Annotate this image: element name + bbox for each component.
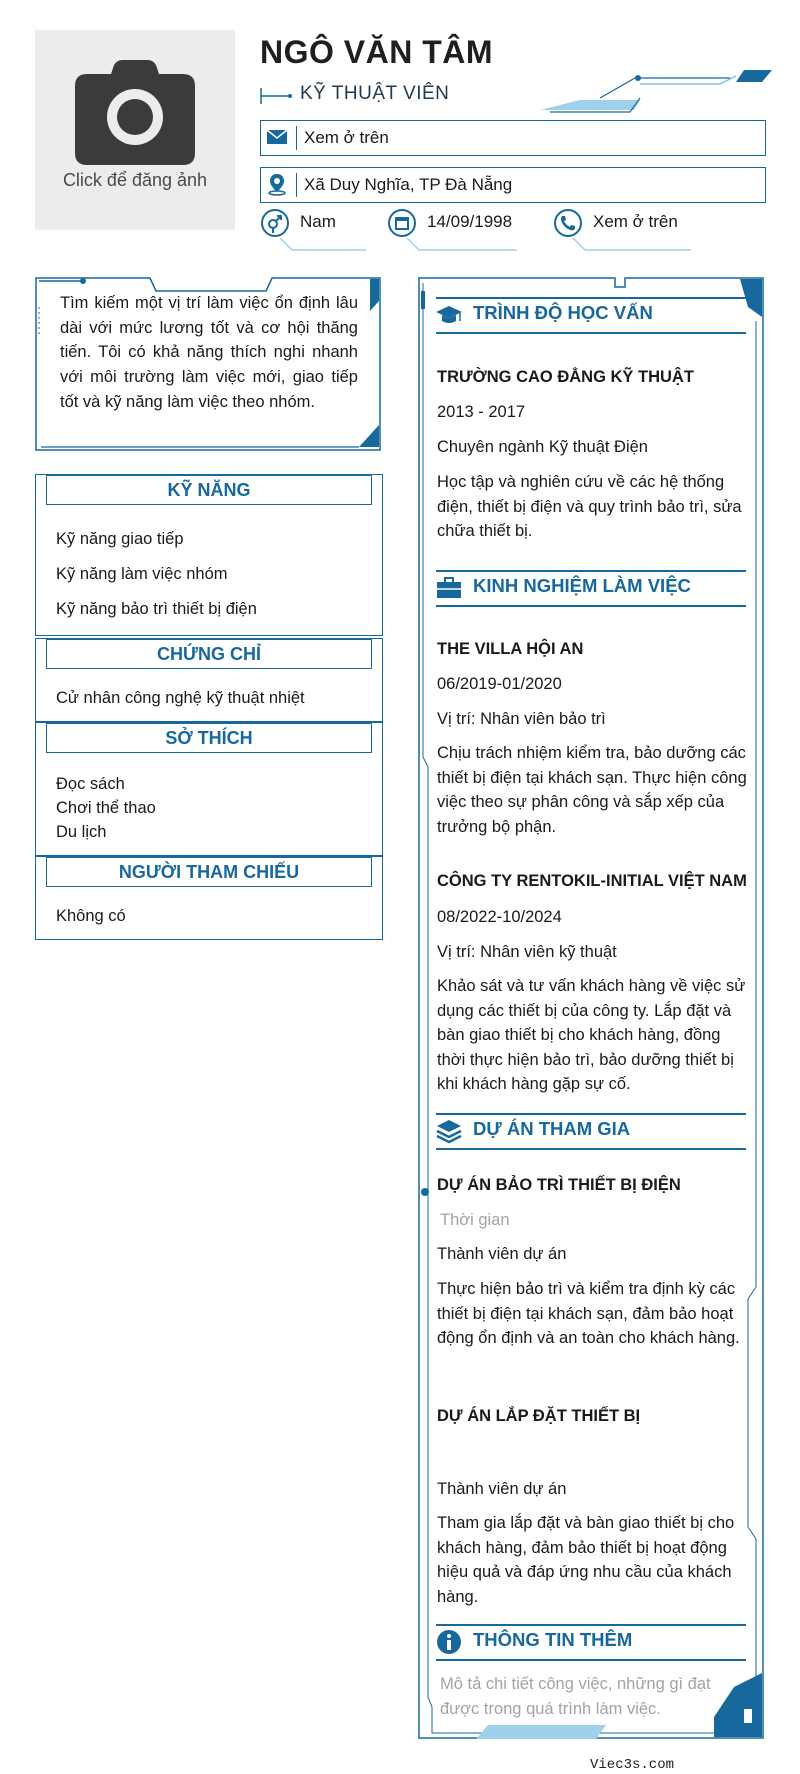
title-line-decoration	[260, 86, 294, 106]
project-name: DỰ ÁN BẢO TRÌ THIẾT BỊ ĐIỆN	[437, 1176, 681, 1194]
briefcase-icon	[436, 575, 462, 601]
address-field[interactable]	[260, 167, 766, 203]
job-description: Chịu trách nhiệm kiểm tra, bảo dưỡng các thiết bị điện tại khách sạn. Thực hiện công việc theo sự phân công và sắp xếp của trưởng bộ phận.	[437, 744, 747, 836]
layers-icon	[436, 1118, 462, 1144]
hobbies-section	[35, 722, 383, 856]
certificates-heading: CHỨNG CHỈ	[46, 639, 372, 669]
references-heading: NGƯỜI THAM CHIẾU	[46, 857, 372, 887]
hobby-item: Chơi thể thao	[56, 799, 156, 817]
project-description: Thực hiện bảo trì và kiểm tra định kỳ các thiết bị điện tại khách sạn, đảm bảo hoạt động ổn định và an toàn cho khách hàng.	[437, 1280, 740, 1347]
phone-value: Xem ở trên	[593, 212, 678, 231]
job-description: Khảo sát và tư vấn khách hàng về việc sử dụng các thiết bị của công ty. Lắp đặt và bàn giao thiết bị cho khách hàng, đồng thời thực hiện bảo trì, bảo dưỡng thiết bị khi khách hàng gặp sự cố.	[437, 977, 746, 1093]
job-position: Vị trí: Nhân viên kỹ thuật	[437, 943, 617, 961]
job-title: KỸ THUẬT VIÊN	[300, 83, 450, 104]
education-heading-bar	[436, 297, 746, 331]
phone-underline	[573, 238, 691, 252]
hobbies-heading: SỞ THÍCH	[46, 723, 372, 753]
job-position: Vị trí: Nhân viên bảo trì	[437, 710, 606, 728]
objective-text: Tìm kiếm một vị trí làm việc ổn định lâu dài với mức lương tốt và cơ hội thăng tiến. Tôi có khả năng thích nghi nhanh với môi trường làm việc mới, giao tiếp tốt và kỹ năng làm việc theo nhóm.	[60, 294, 358, 411]
education-major: Chuyên ngành Kỹ thuật Điện	[437, 438, 648, 456]
job-period: 08/2022-10/2024	[437, 908, 562, 926]
calendar-icon	[387, 208, 417, 238]
skills-section	[35, 474, 383, 636]
skill-item: Kỹ năng bảo trì thiết bị điện	[56, 600, 257, 618]
header-circuit-decoration	[540, 70, 772, 116]
additional-heading-bar	[436, 1624, 746, 1658]
job-company: THE VILLA HỘI AN	[437, 640, 584, 658]
camera-icon	[75, 60, 195, 165]
gender-underline	[280, 238, 366, 252]
email-value: Xem ở trên	[304, 128, 389, 147]
education-period: 2013 - 2017	[437, 403, 526, 421]
graduation-cap-icon	[436, 302, 462, 328]
project-time-input[interactable]: Thời gian	[440, 1211, 510, 1229]
certificates-section	[35, 638, 383, 722]
certificate-item: Cử nhân công nghệ kỹ thuật nhiệt	[56, 689, 305, 707]
gender-icon	[260, 208, 290, 238]
project-name: DỰ ÁN LẮP ĐẶT THIẾT BỊ	[437, 1407, 641, 1425]
projects-heading-bar	[436, 1113, 746, 1147]
additional-info-input[interactable]: Mô tả chi tiết công việc, những gì đạt được trong quá trình làm việc.	[440, 1675, 711, 1718]
education-description: Học tập và nghiên cứu về các hệ thống điện, thiết bị điện và quy trình bảo trì, sửa chữa thiết bị.	[437, 473, 742, 540]
references-section	[35, 856, 383, 940]
experience-heading-bar	[436, 570, 746, 604]
birthday-underline	[407, 238, 517, 252]
project-description: Tham gia lắp đặt và bàn giao thiết bị cho khách hàng, đảm bảo thiết bị hoạt động hiệu quả và đáp ứng nhu cầu của khách hàng.	[437, 1514, 735, 1606]
job-company: CÔNG TY RENTOKIL-INITIAL VIỆT NAM	[437, 872, 747, 890]
skills-heading: KỸ NĂNG	[46, 475, 372, 505]
mail-icon	[265, 125, 289, 149]
full-name: NGÔ VĂN TÂM	[260, 34, 494, 70]
hobby-item: Du lịch	[56, 823, 107, 841]
hobby-item: Đọc sách	[56, 775, 125, 793]
additional-heading: THÔNG TIN THÊM	[473, 1629, 633, 1650]
projects-heading: DỰ ÁN THAM GIA	[473, 1118, 631, 1139]
address-value: Xã Duy Nghĩa, TP Đà Nẵng	[304, 175, 513, 194]
skill-item: Kỹ năng làm việc nhóm	[56, 565, 228, 583]
education-heading: TRÌNH ĐỘ HỌC VẤN	[473, 302, 653, 323]
photo-caption: Click để đăng ảnh	[62, 170, 208, 190]
experience-heading: KINH NGHIỆM LÀM VIỆC	[473, 575, 691, 596]
career-objective	[35, 277, 381, 451]
info-icon	[436, 1629, 462, 1655]
education-school: TRƯỜNG CAO ĐẲNG KỸ THUẬT	[437, 368, 694, 386]
location-pin-icon	[265, 172, 289, 196]
job-period: 06/2019-01/2020	[437, 675, 562, 693]
skill-item: Kỹ năng giao tiếp	[56, 530, 184, 548]
watermark: Viec3s.com	[589, 1757, 674, 1773]
email-field[interactable]	[260, 120, 766, 156]
phone-icon	[553, 208, 583, 238]
project-role: Thành viên dự án	[437, 1245, 567, 1263]
gender-value: Nam	[300, 212, 336, 231]
birthday-value: 14/09/1998	[427, 212, 513, 231]
reference-item: Không có	[56, 907, 126, 925]
avatar-upload[interactable]	[35, 30, 235, 230]
project-role: Thành viên dự án	[437, 1480, 567, 1498]
